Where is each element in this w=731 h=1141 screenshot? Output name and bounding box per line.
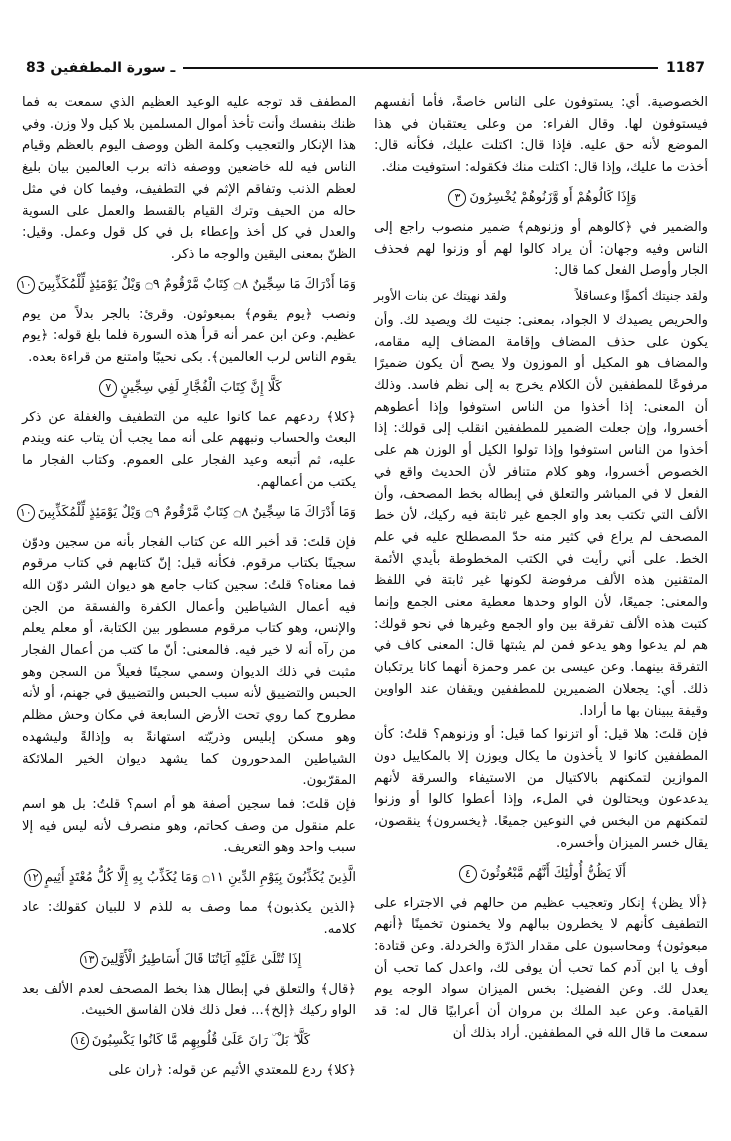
verse-number: ٤	[459, 865, 477, 883]
quran-verse	[22, 945, 356, 975]
verse-text: كَلَّا ۖ بَلْ ۜ رَانَ عَلَىٰ قُلُوبِهِم مَّا كَانُوا يَكْسِبُونَ	[91, 1032, 311, 1048]
running-header	[26, 56, 705, 80]
surah-title: 83 ـ سورة المطففين	[26, 60, 176, 76]
left-column	[19, 92, 356, 1122]
paragraph: فإن قلتَ: فما سجين أصفة هو أم اسم؟ قلتُ: بل هو اسم علم منقول من وصف كحاتم، وهو منصرف لأنه ليس فيه إلا سبب واحد وهو التعريف.	[22, 796, 356, 856]
paragraph: المطفف قد توجه عليه الوعيد العظيم الذي سمعت به فما ظنك بنفسك وأنت تأخذ أموال المسلمين بلا كيل ولا وزن. وفي هذا الإنكار والتعجيب وكلمة الظن ووصف اليوم بالعظم وقيام الناس فيه لله خاضعين ووصفه ذاته برب العالمين بيان بليغ لعظم الذنب وتفاقم الإثم في التطفيف، وفيما كان في مثل حاله من الحيف وترك القيام بالقسط والعمل على السوية والعدل في كل أخذ وإعطاء بل في كل قول وعمل. وقيل: الظنّ بمعنى اليقين والوجه ما ذكر.	[22, 95, 356, 262]
paragraph: ﴿الذين يكذبون﴾ مما وصف به للذم لا للبيان كقولك: عاد كلامه.	[22, 900, 356, 937]
right-column	[374, 92, 708, 1122]
poem-hemistich-second: ولقد نهيتك عن بنات الأوبر	[374, 287, 507, 303]
page-number: 1187	[666, 60, 705, 76]
quran-verse	[22, 863, 356, 893]
verse-number: ١٤	[71, 1032, 89, 1050]
paragraph: فإن قلتَ: هلا قيل: أو اتزنوا كما قيل: أو وزنوهم؟ قلتُ: كأن المطففين كانوا لا يأخذون ما يكال ويوزن إلا بالمكاييل دون الموازين لتمكنهم بالاكتيال من الاستيفاء والسرقة لأنهم يدعدعون ويحتالون في الملء، وإذا أعطوا كالوا أو وزنوا لتمكنهم من البخس في النوعين جميعًا. ﴿يخسرون﴾ ينقصون، يقال خسر الميزان وأخسره.	[374, 727, 708, 851]
quran-verse	[19, 270, 356, 300]
paragraph: ﴿قال﴾ والتعلق في إبطال هذا بخط المصحف لعدم الألف بعد الواو ركيك ﴿إلخ﴾... فعل ذلك فلان الفاسق الخبيث.	[22, 981, 356, 1019]
verse-text: وَإِذَا كَالُوهُمْ أَو وَّزَنُوهُمْ يُخْسِرُونَ	[469, 189, 637, 205]
paragraph: فإن قلتَ: قد أخبر الله عن كتاب الفجار بأنه من سجين ودوّن سجينًا بكتاب مرقوم. فكأنه قيل: إنّ كتابهم في كتاب مرقوم فما معناه؟ قلتُ: سجين كتاب جامع هو ديوان الشر دوّن الله فيه أعمال الشياطين وأعمال الكفرة والفسقة من الجن والإنس، وهو كتاب مرقوم مسطور بين الكتابة، أو معلم يعلم من رآه أنه لا خير فيه. فالمعنى: أنّ ما كتب من أعمال الفجار مثبت في ذلك الديوان وسمي سجينًا فعيلاً من السجن وهو الحبس والتضييق لأنه سبب الحبس والتضييق في جهنم، أو لأنه مطروح كما روي تحت الأرض السابعة في مكان وحش مظلم وهو مسكن إبليس وذريّته استهانةً به وإذالةً وليشهده الشياطين المدحورون كما يشهد ديوان الخير الملائكة المقرّبون.	[22, 534, 356, 789]
verse-number: ١٣	[80, 951, 98, 969]
paragraph: ونصب ﴿يوم يقوم﴾ بمبعوثون. وقرئ: بالجر بدلاً من يوم عظيم. وعن ابن عمر أنه قرأ هذه السورة فلما بلغ قوله: ﴿يوم يقوم الناس لرب العالمين﴾. بكى نحيبًا وامتنع من قراءة بعده.	[22, 306, 356, 366]
quran-verse	[374, 859, 708, 889]
paragraph: ﴿كلا﴾ ردعهم عما كانوا عليه من التطفيف والغفلة عن ذكر البعث والحساب ونبههم على أنه مما يجب أن يتاب عنه ويندم عليه، ثم أتبعه وعيد الفجار على العموم. وكتاب الفجار ما يكتب من أعمالهم.	[22, 409, 356, 490]
verse-text: كَلَّا إِنَّ كِتَابَ الْفُجَّارِ لَفِي سِجِّينٍ	[120, 379, 282, 395]
verse-number: ١٠	[17, 504, 35, 522]
paragraph: ﴿كلا﴾ ردع للمعتدي الأثيم عن قوله: ﴿ران على	[108, 1062, 356, 1078]
verse-text: أَلَا يَظُنُّ أُولَٰئِكَ أَنَّهُم مَّبْعُوثُونَ	[479, 865, 627, 881]
header-rule	[183, 67, 658, 69]
paragraph: والضمير في ﴿كالوهم أو وزنوهم﴾ ضمير منصوب راجع إلى الناس وفيه وجهان: أن يراد كالوا لهم أو وزنوا لهم فحذف الجار وأوصل الفعل كما قال:	[374, 219, 708, 279]
poem-hemistich-first: ولقد جنيتك أكمؤًا وعساقلاً	[575, 287, 708, 303]
quran-verse	[19, 498, 356, 528]
verse-number: ١٠	[17, 276, 35, 294]
verse-text: وَمَا أَدْرَاكَ مَا سِجِّينٌ ۝٨ كِتَابٌ مَّرْقُومٌ ۝٩ وَيْلٌ يَوْمَئِذٍ لِّلْمُكَذِّبِينَ	[37, 276, 356, 292]
paragraph: والحريص يصيدك لا الجواد، بمعنى: جنيت لك ويصيد لك. وأن يكون على حذف المضاف وإقامة المضاف إليه مقامه، والمضاف هو المكيل أو الموزون ولا يصح أن يكون ضميرًا مرفوعًا للمطففين لأن الكلام يخرج به إلى نظم فاسد. وذلك أن المعنى: إذا أخذوا من الناس استوفوا وإذا أعطوهم أخسروا، وإن جعلت الضمير للمطففين انقلب إلى قولك: إذا أخذوا من الناس استوفوا وإذا تولوا الكيل أو الوزن هم على الخصوص أخسروا، وهو كلام متنافر لأن الحديث واقع في الفعل لا في المباشر والتعلق في إبطاله بخط المصحف، وأن الألف التي تكتب بعد واو الجمع غير ثابتة فيه ركيك، لأن خط المصحف لم يراع في كثير منه حدّ المصطلح عليه في علم الخط. على أني رأيت في الكتب المخطوطة بأيدي الأئمة المتقنين هذه الألف مرفوضة لكونها غير ثابتة في اللفظ والمعنى: جميعًا، لأن الواو وحدها معطية معنى الجمع وإنما كتبت هذه الألف تفرقة بين واو الجمع وغيرها في نحو قولك: هم لم يدعوا وهو يدعو فمن لم يثبتها قال: المعنى كاف في التفرقة بينهما. وعن عيسى بن عمر وحمزة أنهما كانا يرتكبان ذلك. أي: يجعلان الضميرين للمطففين ويقفان عند الواوين وقيفة يبينان بها ما أرادا.	[374, 312, 708, 719]
paragraph: ﴿ألا يظن﴾ إنكار وتعجيب عظيم من حالهم في الاجتراء على التطفيف كأنهم لا يخطرون ببالهم ولا يخمنون تخمينًا ﴿أنهم مبعوثون﴾ ومحاسبون على مقدار الذرّة والخردلة. وعن قتادة: أوف يا ابن آدم كما تحب أن يوفى لك، واعدل كما تحب أن يعدل لك. وعن الفضيل: بخس الميزان سواد الوجه يوم القيامة. وعن عبد الملك بن مروان أن أعرابيًا قال له: قد سمعت ما قال الله في المطففين. أراد بذلك أن	[374, 895, 708, 1041]
verse-number: ٧	[99, 379, 117, 397]
verse-number: ١٢	[24, 869, 42, 887]
paragraph: الخصوصية. أي: يستوفون على الناس خاصةً، فأما أنفسهم فيستوفون لها. وقال الفراء: من وعلى يعتقبان في هذا الموضع لأنه حق عليه. فإذا قال: اكتلت عليك، فكأنه قال: أخذت ما عليك، وإذا قال: اكتلت منك فكقوله: استوفيت منك.	[374, 95, 708, 176]
quran-verse	[22, 1026, 356, 1056]
verse-text: وَمَا أَدْرَاكَ مَا سِجِّينٌ ۝٨ كِتَابٌ مَّرْقُومٌ ۝٩ وَيْلٌ يَوْمَئِذٍ لِّلْمُكَذِّبِينَ	[37, 504, 356, 520]
verse-text: إِذَا تُتْلَىٰ عَلَيْهِ آيَاتُنَا قَالَ أَسَاطِيرُ الْأَوَّلِينَ	[100, 951, 302, 967]
verse-text: الَّذِينَ يُكَذِّبُونَ بِيَوْمِ الدِّينِ ۝١١ وَمَا يُكَذِّبُ بِهِ إِلَّا كُلُّ مُعْتَدٍ أَثِيمٍ	[44, 870, 356, 886]
poetry-line	[374, 284, 708, 308]
quran-verse	[22, 373, 356, 403]
verse-number: ٣	[448, 189, 466, 207]
quran-verse	[374, 183, 708, 213]
